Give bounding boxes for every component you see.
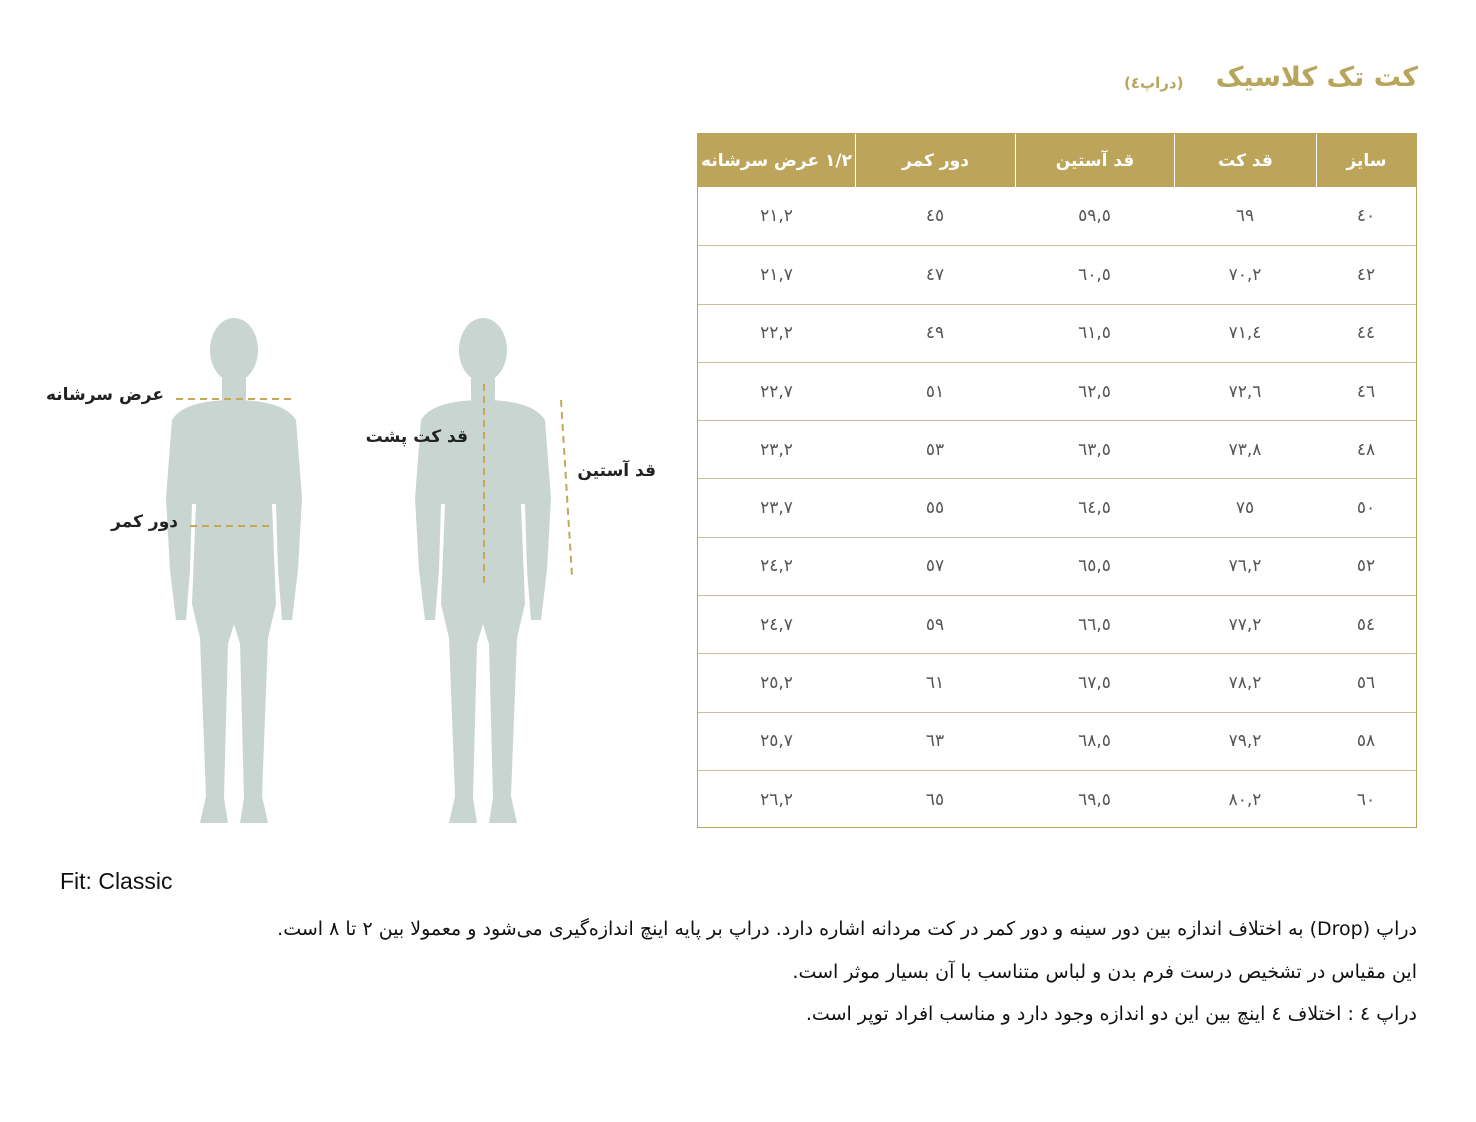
cell-size: ٤٦ [1356, 381, 1376, 402]
back-length-label: قد کت پشت [365, 427, 468, 447]
cell-half-shoulder: ٢١,٢ [760, 206, 793, 227]
table-row [698, 420, 1416, 478]
cell-half-shoulder: ٢٤,٧ [760, 614, 793, 635]
cell-jacket-length: ٧٦,٢ [1228, 556, 1262, 577]
cell-size: ٤٢ [1356, 264, 1376, 285]
cell-size: ٤٤ [1356, 323, 1376, 344]
cell-half-shoulder: ٢٦,٢ [760, 789, 793, 810]
table-row [698, 595, 1416, 653]
description-line-2: این مقیاس در تشخیص درست فرم بدن و لباس متناسب با آن بسیار موثر است. [792, 961, 1417, 983]
cell-jacket-length: ٧٧,٢ [1228, 614, 1262, 635]
cell-jacket-length: ٧٠,٢ [1228, 264, 1262, 285]
cell-sleeve-length: ٥٩,٥ [1078, 206, 1111, 227]
cell-waist: ٥٣ [925, 439, 945, 460]
header-waist: دور کمر [855, 134, 1015, 187]
cell-size: ٤٠ [1356, 206, 1376, 227]
sleeve-length-label: قد آستین [577, 461, 656, 481]
header-size: سایز [1316, 134, 1416, 187]
cell-size: ٥٨ [1356, 731, 1376, 752]
header-half-shoulder: ۱/۲ عرض سرشانه [701, 150, 852, 171]
table-row [698, 304, 1416, 362]
cell-size: ٥٦ [1356, 673, 1376, 694]
table-body [698, 187, 1416, 828]
cell-half-shoulder: ٢١,٧ [760, 264, 793, 285]
table-row [698, 362, 1416, 420]
cell-half-shoulder: ٢٣,٢ [760, 439, 793, 460]
cell-jacket-length: ٧٩,٢ [1228, 731, 1262, 752]
header-jacket-length: قد کت [1174, 134, 1316, 187]
cell-half-shoulder: ٢٣,٧ [760, 498, 793, 519]
cell-jacket-length: ٨٠,٢ [1228, 789, 1262, 810]
cell-sleeve-length: ٦٩,٥ [1078, 789, 1111, 810]
size-table [697, 133, 1417, 828]
cell-waist: ٥٥ [925, 498, 945, 519]
description-line-1: دراپ (Drop) به اختلاف اندازه بین دور سینه و دور کمر در کت مردانه اشاره دارد. دراپ بر پایه اینچ اندازه‌گیری می‌شود و معمولا بین ۲ تا ۸ است. [277, 918, 1417, 940]
cell-waist: ٦٣ [925, 731, 945, 752]
front-body-figure [166, 318, 302, 823]
description-line-3: دراپ ٤ : اختلاف ٤ اینچ بین این دو اندازه وجود دارد و مناسب افراد توپر است. [805, 1003, 1417, 1025]
table-row [698, 478, 1416, 536]
cell-jacket-length: ٧١,٤ [1228, 323, 1262, 344]
cell-jacket-length: ٦٩ [1235, 206, 1255, 227]
cell-sleeve-length: ٦٣,٥ [1078, 439, 1111, 460]
cell-sleeve-length: ٦٦,٥ [1078, 614, 1111, 635]
cell-jacket-length: ٧٢,٦ [1228, 381, 1262, 402]
cell-half-shoulder: ٢٥,٧ [760, 731, 793, 752]
cell-waist: ٥١ [925, 381, 945, 402]
cell-sleeve-length: ٦٤,٥ [1078, 498, 1111, 519]
cell-waist: ٥٩ [925, 614, 945, 635]
cell-waist: ٦٥ [925, 789, 945, 810]
cell-size: ٥٠ [1356, 498, 1376, 519]
cell-sleeve-length: ٦٧,٥ [1078, 673, 1111, 694]
cell-half-shoulder: ٢٢,٧ [760, 381, 793, 402]
cell-size: ٦٠ [1356, 789, 1376, 810]
body-measurement-diagram [0, 290, 690, 830]
cell-sleeve-length: ٦١,٥ [1078, 323, 1111, 344]
cell-waist: ٤٥ [925, 206, 945, 227]
cell-sleeve-length: ٦٢,٥ [1078, 381, 1111, 402]
page-title: کت تک کلاسیک [1215, 62, 1418, 93]
cell-half-shoulder: ٢٢,٢ [760, 323, 793, 344]
cell-sleeve-length: ٦٠,٥ [1078, 264, 1111, 285]
body-figures-svg [0, 290, 690, 830]
header-sleeve-length: قد آستین [1015, 134, 1174, 187]
table-row [698, 770, 1416, 828]
table-row [698, 712, 1416, 770]
cell-waist: ٦١ [925, 673, 945, 694]
cell-half-shoulder: ٢٤,٢ [760, 556, 793, 577]
table-header [698, 134, 1416, 187]
cell-waist: ٥٧ [925, 556, 945, 577]
cell-size: ٥٢ [1356, 556, 1376, 577]
shoulder-width-label: عرض سرشانه [45, 385, 164, 405]
cell-sleeve-length: ٦٨,٥ [1078, 731, 1111, 752]
cell-size: ٥٤ [1356, 614, 1376, 635]
cell-jacket-length: ٧٨,٢ [1228, 673, 1262, 694]
waist-label: دور کمر [111, 512, 178, 532]
cell-jacket-length: ٧٥ [1235, 498, 1255, 519]
cell-waist: ٤٧ [925, 264, 945, 285]
table-row [698, 187, 1416, 245]
cell-jacket-length: ٧٣,٨ [1228, 439, 1262, 460]
cell-half-shoulder: ٢٥,٢ [760, 673, 793, 694]
table-row [698, 245, 1416, 303]
drop-subtitle: (دراپ٤) [1124, 74, 1184, 92]
cell-waist: ٤٩ [925, 323, 945, 344]
sleeve-length-guide [561, 400, 572, 576]
table-row [698, 653, 1416, 711]
fit-label: Fit: Classic [60, 868, 173, 894]
cell-sleeve-length: ٦٥,٥ [1078, 556, 1111, 577]
table-row [698, 537, 1416, 595]
cell-size: ٤٨ [1356, 439, 1376, 460]
